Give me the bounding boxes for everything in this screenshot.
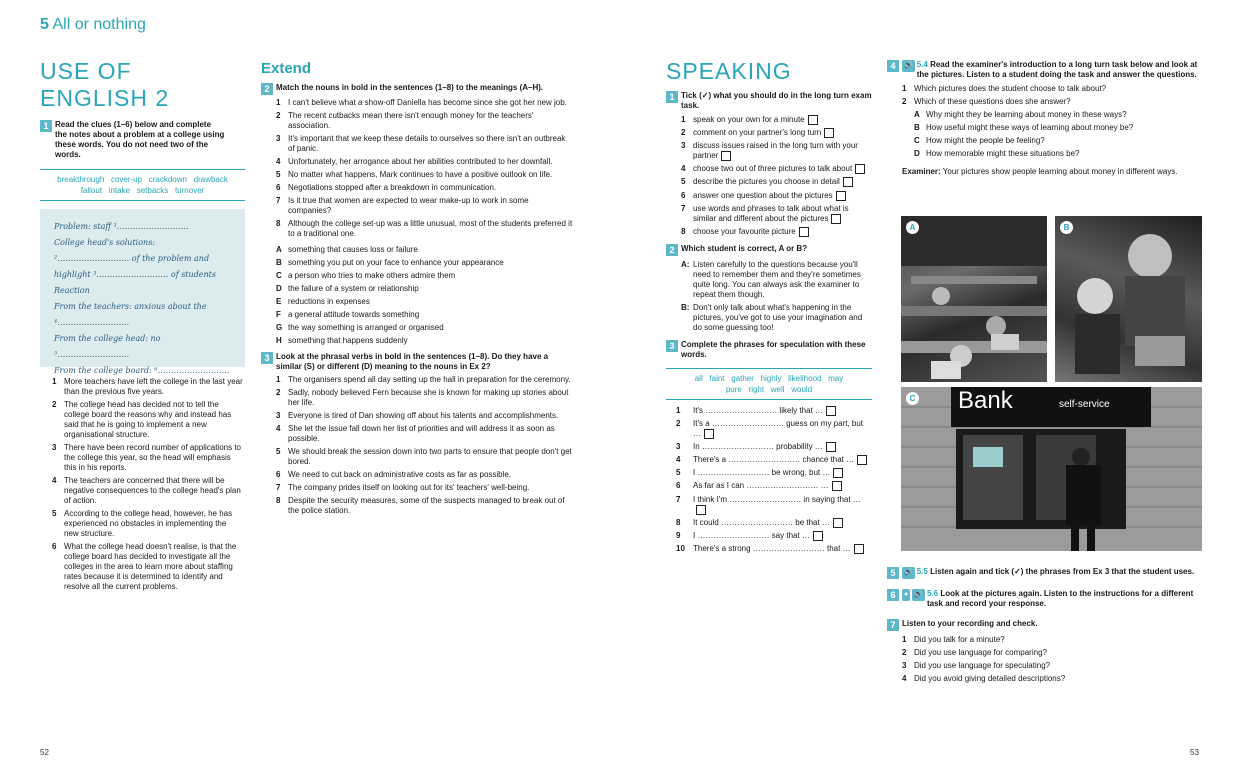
bank-sign: Bank — [958, 387, 1013, 414]
sp-ex5-number: 5 — [887, 567, 899, 579]
tick-box[interactable] — [832, 481, 842, 491]
list-item: 3 There have been record number of applications to the college this year, so the head will emphasis this in his reports. — [52, 443, 241, 472]
ex1-instruction-text: Read the clues (1–6) below and complete the notes about a problem at a college using these words. You do not need two of the words. — [55, 120, 225, 159]
photo-label-a: A — [906, 221, 919, 234]
list-item: 3 discuss issues raised in the long turn with your partner — [681, 141, 858, 161]
list-item: 9 I ……………………… say that … — [676, 531, 872, 541]
ex2-instruction-text: Match the nouns in bold in the sentences (1–8) to the meanings (A–H). — [276, 83, 544, 92]
sp-ex4-number: 4 — [887, 60, 899, 72]
sp-ex5-instruction — [887, 567, 1202, 579]
audio-icon[interactable]: 🔊 — [902, 567, 915, 579]
list-item: B How useful might these ways of learning about money be? — [914, 123, 1134, 132]
tick-box[interactable] — [704, 429, 714, 439]
sp-ex3-phrases — [666, 406, 872, 554]
list-item: G the way something is arranged or organised — [276, 323, 444, 332]
sp-ex4-questions — [887, 84, 1202, 107]
list-item: 6 Negotiations stopped after a breakdown in communication. — [276, 183, 497, 192]
list-item: 2 The college head has decided not to tell the college board the reasons why and instead has said that he is going to implement a new organisational structure. — [52, 400, 232, 439]
sp-ex1-items — [666, 115, 872, 237]
extend-title: Extend — [261, 60, 312, 77]
sp-ex1-instruction — [666, 91, 872, 111]
list-item: 1 It's ……………………… likely that … — [676, 406, 872, 416]
sp-ex2-instruction — [666, 244, 872, 256]
self-service-sign: self-service — [1059, 399, 1110, 410]
list-item: 7 The company prides itself on looking out for its' teachers' well-being. — [276, 483, 530, 492]
sp-word-box-line-2: pure right well would — [725, 384, 813, 394]
list-item: F a general attitude towards something — [276, 310, 420, 319]
list-item: 2 Which of these questions does she answer? — [902, 97, 1071, 106]
photo-label-b: B — [1060, 221, 1073, 234]
list-item: 10 There's a strong ……………………… that … — [676, 544, 872, 554]
sp-ex1-number: 1 — [666, 91, 678, 103]
ex5-7-block — [887, 567, 1202, 687]
photo-c-bank — [901, 387, 1202, 551]
word-box-line-2: fallout intake setbacks turnover — [80, 186, 205, 195]
audio-icon[interactable]: 🔊 — [912, 589, 925, 601]
list-item: 6 We need to cut back on administrative costs as far as possible. — [276, 470, 512, 479]
list-item: A something that causes loss or failure — [276, 245, 418, 254]
page-number-right: 53 — [1190, 748, 1199, 757]
notes-line: highlight ³……………………… of students — [54, 270, 217, 279]
sp-ex2-instruction-text: Which student is correct, A or B? — [681, 243, 808, 253]
list-item: H something that happens suddenly — [276, 336, 408, 345]
notes-line: Reaction — [54, 286, 90, 295]
list-item: 8 It could ……………………… be that … — [676, 518, 872, 528]
notes-line: College head's solutions: — [54, 238, 155, 247]
list-item: 2 Sadly, nobody believed Fern because she is known for making up stories about her life. — [276, 388, 569, 407]
sp-ex7-instruction — [887, 619, 1202, 631]
notes-box — [40, 209, 245, 375]
list-item: 1 The organisers spend all day setting up the hall in preparation for the ceremony. — [276, 375, 571, 384]
list-item: 6 What the college head doesn't realise, is that the college board has decided to investigate all the colleges in the area to learn more about staffing rates because it is determined to identify and resolve all the current problems. — [52, 542, 237, 591]
tick-box[interactable] — [843, 177, 853, 187]
list-item: 4 choose two out of three pictures to talk about — [681, 164, 872, 174]
list-item: 5 describe the pictures you choose in detail — [681, 177, 872, 187]
notes-line: From the college head: no ⁵……………………… — [54, 334, 161, 359]
sp-word-box — [666, 368, 872, 400]
list-item: 1 speak on your own for a minute — [681, 115, 872, 125]
audio-icon[interactable]: 🔊 — [902, 60, 915, 72]
sp-ex6-instruction-text: Look at the pictures again. Listen to the instructions for a different task and record your response. — [926, 589, 1194, 608]
list-item: 3 Everyone is tired of Dan showing off about his talents and accomplishments. — [276, 411, 559, 420]
notes-line: ²……………………… of the problem and — [54, 254, 210, 263]
list-item: C How might the people be feeling? — [914, 136, 1045, 145]
section-title: USE OF ENGLISH 2 — [40, 58, 170, 111]
ex1-instruction — [40, 120, 245, 160]
photo-a-graphic — [901, 216, 1047, 382]
tick-box[interactable] — [808, 115, 818, 125]
examiner-label: Examiner: — [902, 167, 941, 176]
list-item: 7 use words and phrases to talk about what is similar and different about the pictures — [681, 203, 849, 223]
tick-box[interactable] — [799, 227, 809, 237]
notes-line: ⁴……………………… — [54, 318, 130, 327]
list-item: 7 I think I'm ……………………… in saying that … — [676, 495, 872, 515]
track-number: 5.4 — [916, 60, 928, 69]
list-item: 8 choose your favourite picture — [681, 227, 872, 237]
list-item: 4 Did you avoid giving detailed descriptions? — [902, 674, 1066, 683]
sp-ex4-subquestions — [887, 110, 1202, 159]
tick-box[interactable] — [831, 214, 841, 224]
notes-line: From the college board: ⁶……………………… — [54, 366, 230, 375]
list-item: E reductions in expenses — [276, 297, 370, 306]
record-icon[interactable]: ● — [902, 589, 910, 601]
sp-ex4-instruction — [887, 60, 1202, 80]
list-item: 8 Although the college set-up was a little unusual, most of the students preferred it to a traditional one. — [276, 219, 573, 238]
list-item: 5 We should break the session down into two parts to ensure that people don't get bored. — [276, 447, 572, 466]
examiner-intro: Your pictures show people learning about money in different ways. — [942, 167, 1178, 176]
list-item: 4 Unfortunately, her arrogance about her abilities contributed to her downfall. — [276, 157, 553, 166]
list-item: 1 Did you talk for a minute? — [902, 635, 1005, 644]
photo-b-graphic — [1055, 216, 1202, 382]
photo-a-lecture-hall — [901, 216, 1047, 382]
tick-box[interactable] — [833, 518, 843, 528]
tick-box[interactable] — [833, 468, 843, 478]
tick-box[interactable] — [836, 191, 846, 201]
list-item: 3 In ……………………… probability … — [676, 442, 872, 452]
ex3-sentences — [261, 375, 573, 516]
sp-ex2-options — [666, 260, 872, 333]
list-item: 4 The teachers are concerned that there will be negative consequences to the college head's plan of action. — [52, 476, 241, 505]
list-item: 3 It's important that we keep these details to ourselves so there isn't an outbreak of panic. — [276, 134, 566, 153]
sp-ex4-instruction-text: Read the examiner's introduction to a long turn task below and look at the pictures. Listen to a student doing the task and answer the questions. — [916, 60, 1198, 79]
sp-ex7-items — [887, 635, 1202, 684]
sp-word-box-line-1: all faint gather highly likelihood may — [694, 373, 844, 383]
tick-box[interactable] — [826, 442, 836, 452]
tick-box[interactable] — [854, 544, 864, 554]
tick-box[interactable] — [826, 406, 836, 416]
clues-list — [40, 377, 245, 592]
chapter-title: All or nothing — [52, 16, 146, 33]
page-number-left: 52 — [40, 748, 49, 757]
sp-ex5-instruction-text: Listen again and tick (✓) the phrases from Ex 3 that the student uses. — [930, 567, 1195, 576]
list-item: 2 Did you use language for comparing? — [902, 648, 1047, 657]
photo-b-children — [1055, 216, 1202, 382]
list-item: 2 It's a ……………………… guess on my part, but … — [676, 418, 864, 439]
list-item: 3 Did you use language for speculating? — [902, 661, 1051, 670]
list-item: 6 As far as I can ……………………… … — [676, 481, 872, 491]
list-item: 2 The recent cutbacks mean there isn't enough money for the teachers' association. — [276, 111, 534, 130]
use-of-english-column — [40, 58, 245, 595]
list-item: 4 She let the issue fall down her list of priorities and will address it as soon as possible. — [276, 424, 555, 443]
sp-ex2-number: 2 — [666, 244, 678, 256]
sp-ex3-number: 3 — [666, 340, 678, 352]
ex2-instruction — [261, 83, 573, 95]
word-box-line-1: breakthrough cover-up crackdown drawback — [57, 175, 228, 184]
notes-line: From the teachers: anxious about the — [54, 302, 207, 311]
sp-ex6-number: 6 — [887, 589, 899, 601]
sp-ex3-instruction-text: Complete the phrases for speculation with these words. — [681, 339, 866, 359]
ex4-column — [887, 60, 1202, 177]
speaking-column — [666, 58, 872, 557]
list-item: 7 Is it true that women are expected to wear make-up to work in some companies? — [276, 196, 529, 215]
list-item: 5 No matter what happens, Mark continues to have a positive outlook on life. — [276, 170, 553, 179]
list-item: 1 More teachers have left the college in the last year than the previous five years. — [52, 377, 243, 396]
list-item: A: Listen carefully to the questions because you'll need to remember them and they're sometimes quite long. You can always ask the examiner to repeat them though. — [681, 259, 861, 299]
track-number: 5.6 — [926, 589, 939, 598]
list-item: D the failure of a system or relationship — [276, 284, 419, 293]
list-item: 5 According to the college head, however, he has experienced no obstacles in implementing the new structure. — [52, 509, 233, 538]
photo-label-c: C — [906, 392, 919, 405]
photo-c-graphic — [901, 387, 1202, 551]
ex2-number: 2 — [261, 83, 273, 95]
list-item: B something you put on your face to enhance your appearance — [276, 258, 504, 267]
ex3-number: 3 — [261, 352, 273, 364]
speaking-title: SPEAKING — [666, 58, 792, 84]
word-box — [40, 169, 245, 201]
list-item: 2 comment on your partner's long turn — [681, 128, 872, 138]
tick-box[interactable] — [824, 128, 834, 138]
ex3-instruction-text: Look at the phrasal verbs in bold in the sentences (1–8). Do they have a similar (S) or different (D) meaning to the nouns in Ex 2? — [276, 352, 549, 371]
examiner-text — [887, 167, 1202, 177]
tick-box[interactable] — [813, 531, 823, 541]
ex1-number: 1 — [40, 120, 52, 132]
sp-ex7-number: 7 — [887, 619, 899, 631]
list-item: 5 I ……………………… be wrong, but … — [676, 468, 872, 478]
tick-box[interactable] — [721, 151, 731, 161]
list-item: D How memorable might these situations be? — [914, 149, 1080, 158]
sp-ex1-instruction-text: Tick (✓) what you should do in the long turn exam task. — [681, 91, 872, 110]
list-item: 6 answer one question about the pictures — [681, 191, 872, 201]
list-item: B: Don't only talk about what's happening in the pictures, you've got to use your imagination and do some guessing too! — [681, 302, 863, 332]
ex2-meanings — [261, 245, 573, 346]
tick-box[interactable] — [696, 505, 706, 515]
list-item: 8 Despite the security measures, some of the suspects managed to break out of the police station. — [276, 496, 565, 515]
chapter-header — [40, 16, 146, 34]
list-item: C a person who tries to make others admire them — [276, 271, 456, 280]
track-number: 5.5 — [916, 567, 928, 576]
sp-ex3-instruction — [666, 340, 872, 360]
list-item: 1 Which pictures does the student choose to talk about? — [902, 84, 1107, 93]
extend-column — [261, 60, 573, 519]
ex3-instruction — [261, 352, 573, 372]
sp-ex7-instruction-text: Listen to your recording and check. — [902, 619, 1038, 628]
list-item: 1 I can't believe what a show-off Daniella has become since she got her new job. — [276, 98, 567, 107]
sp-ex6-instruction — [887, 589, 1202, 609]
tick-box[interactable] — [855, 164, 865, 174]
notes-line: Problem: staff ¹……………………… — [54, 222, 189, 231]
tick-box[interactable] — [857, 455, 867, 465]
list-item: A Why might they be learning about money in these ways? — [914, 110, 1127, 119]
list-item: 4 There's a ……………………… chance that … — [676, 455, 872, 465]
ex2-sentences — [261, 98, 573, 239]
chapter-number: 5 — [40, 16, 49, 33]
